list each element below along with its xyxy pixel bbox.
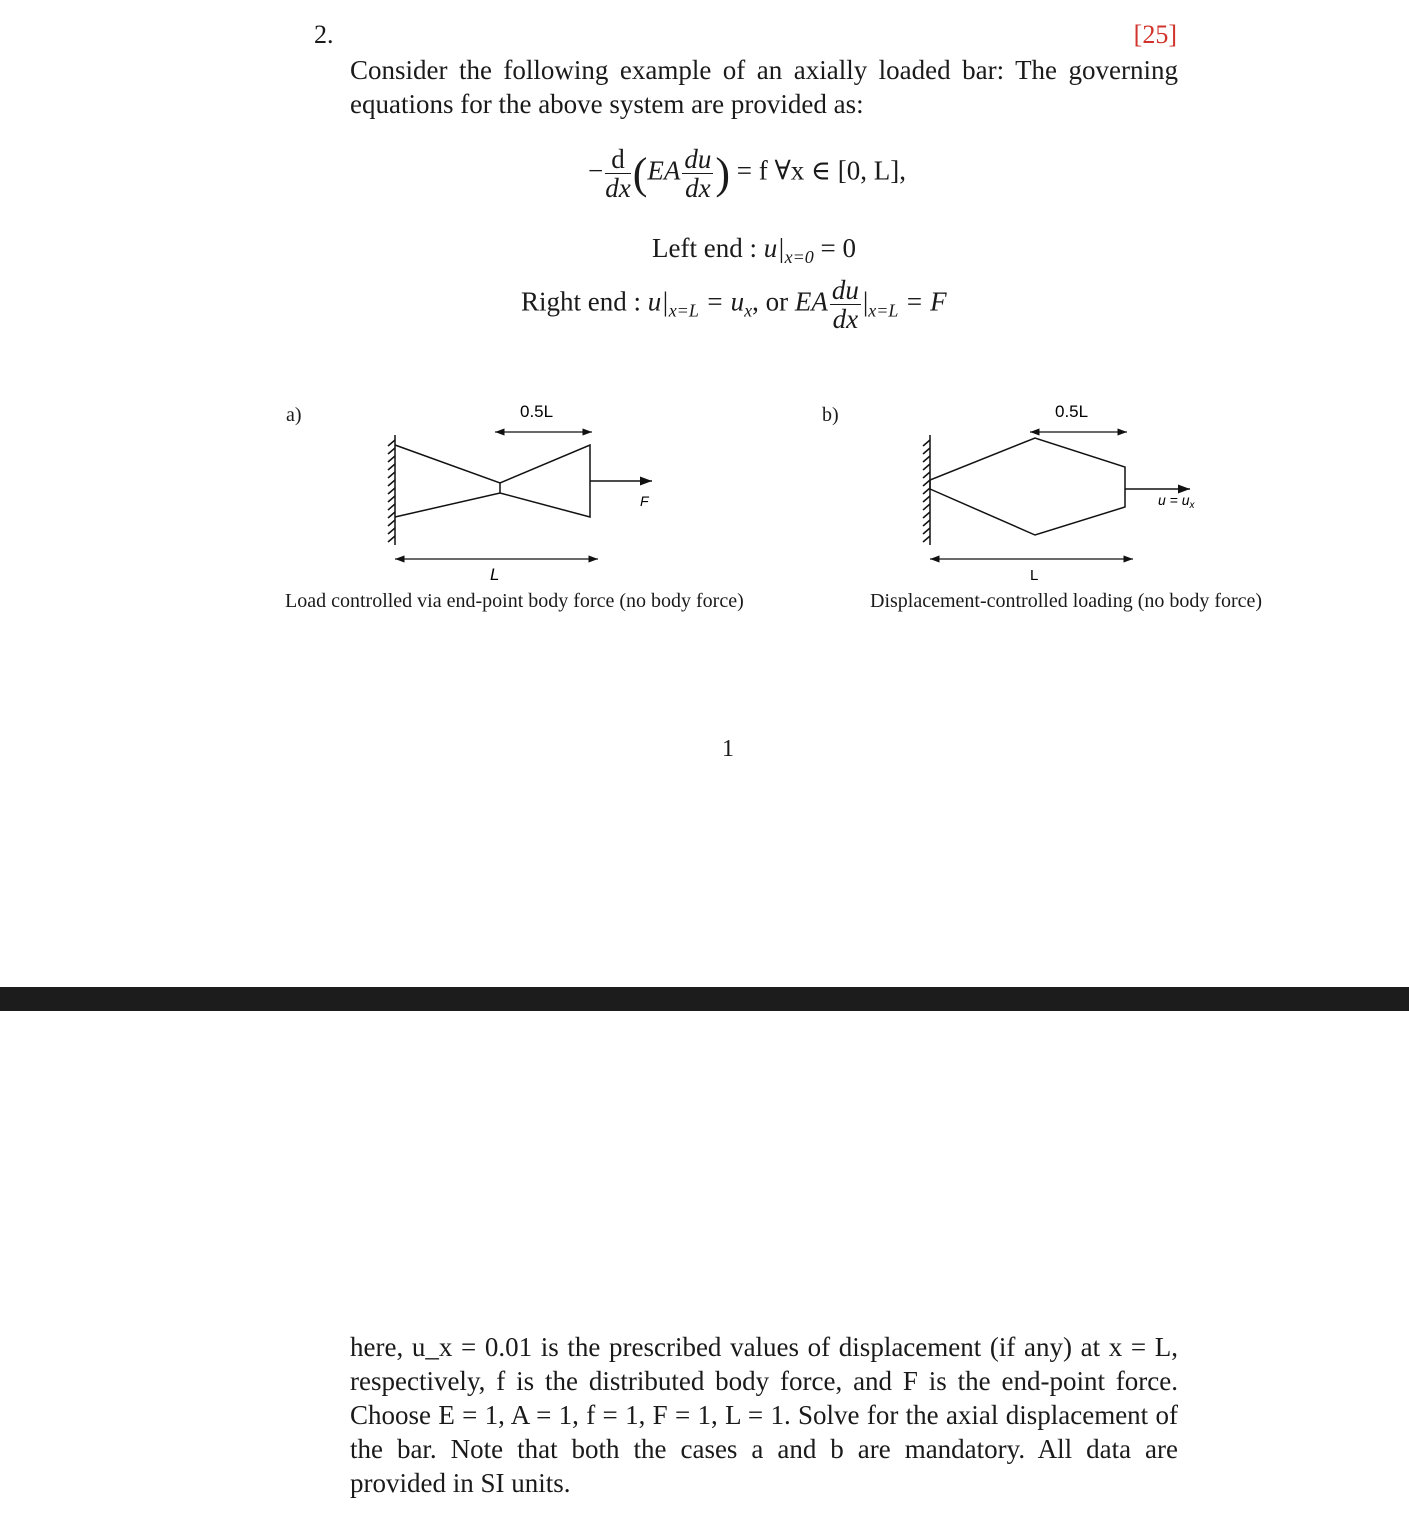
question-intro: Consider the following example of an axially loaded bar: The governing equations for the above system are provided as:: [350, 55, 1178, 119]
bowtie-bar-a: [395, 445, 590, 517]
figure-b-diagram: [905, 395, 1235, 585]
left-end-condition: Left end : $u|_{x=0} = 0$: [652, 233, 857, 267]
wall-support-b: [923, 435, 930, 545]
diamond-bar-b: [930, 438, 1125, 535]
question-number: 2.: [314, 20, 334, 49]
figure-a-label: a): [286, 404, 302, 426]
figure-a-diagram: [370, 395, 690, 585]
figure-b-caption: Displacement-controlled loading (no body force): [870, 590, 1263, 612]
closing-paragraph: here, u_x = 0.01 is the prescribed values of displacement (if any) at x = L, respectively, f is the distributed body force, and F is the end-point force. Choose E = 1, A = 1, f = 1, F = 1, L = 1. Solve for the axial displacement of the bar. Note that both the cases a and b are mandatory. All data are provided in SI units.: [350, 1332, 1178, 1498]
figure-a-caption: Load controlled via end-point body force (no body force): [285, 590, 744, 612]
wall-support-a: [388, 435, 395, 545]
bottom-dim-label-b: L: [1030, 567, 1039, 584]
displacement-label: $u = u_x$: [1158, 492, 1195, 511]
marks-label: [25]: [1133, 20, 1177, 49]
top-dim-label-b: 0.5L: [1055, 402, 1089, 421]
figure-b-label: b): [822, 404, 839, 426]
page-number: 1: [722, 736, 734, 762]
right-end-condition: Right end : $u|_{x=L} = u_x$, or EA $\frac{du}{dx}$ $|_{x=L} = F$: [521, 275, 947, 334]
governing-equation: − $\frac{d}{dx}$ (EA $\frac{du}{dx}$ ) = f ∀x ∈ [0, L],: [588, 144, 907, 203]
bottom-dim-label-a: L: [490, 565, 500, 584]
page-divider: [0, 987, 1409, 1011]
top-dim-label-a: 0.5L: [520, 402, 554, 421]
force-label: F: [640, 493, 649, 509]
